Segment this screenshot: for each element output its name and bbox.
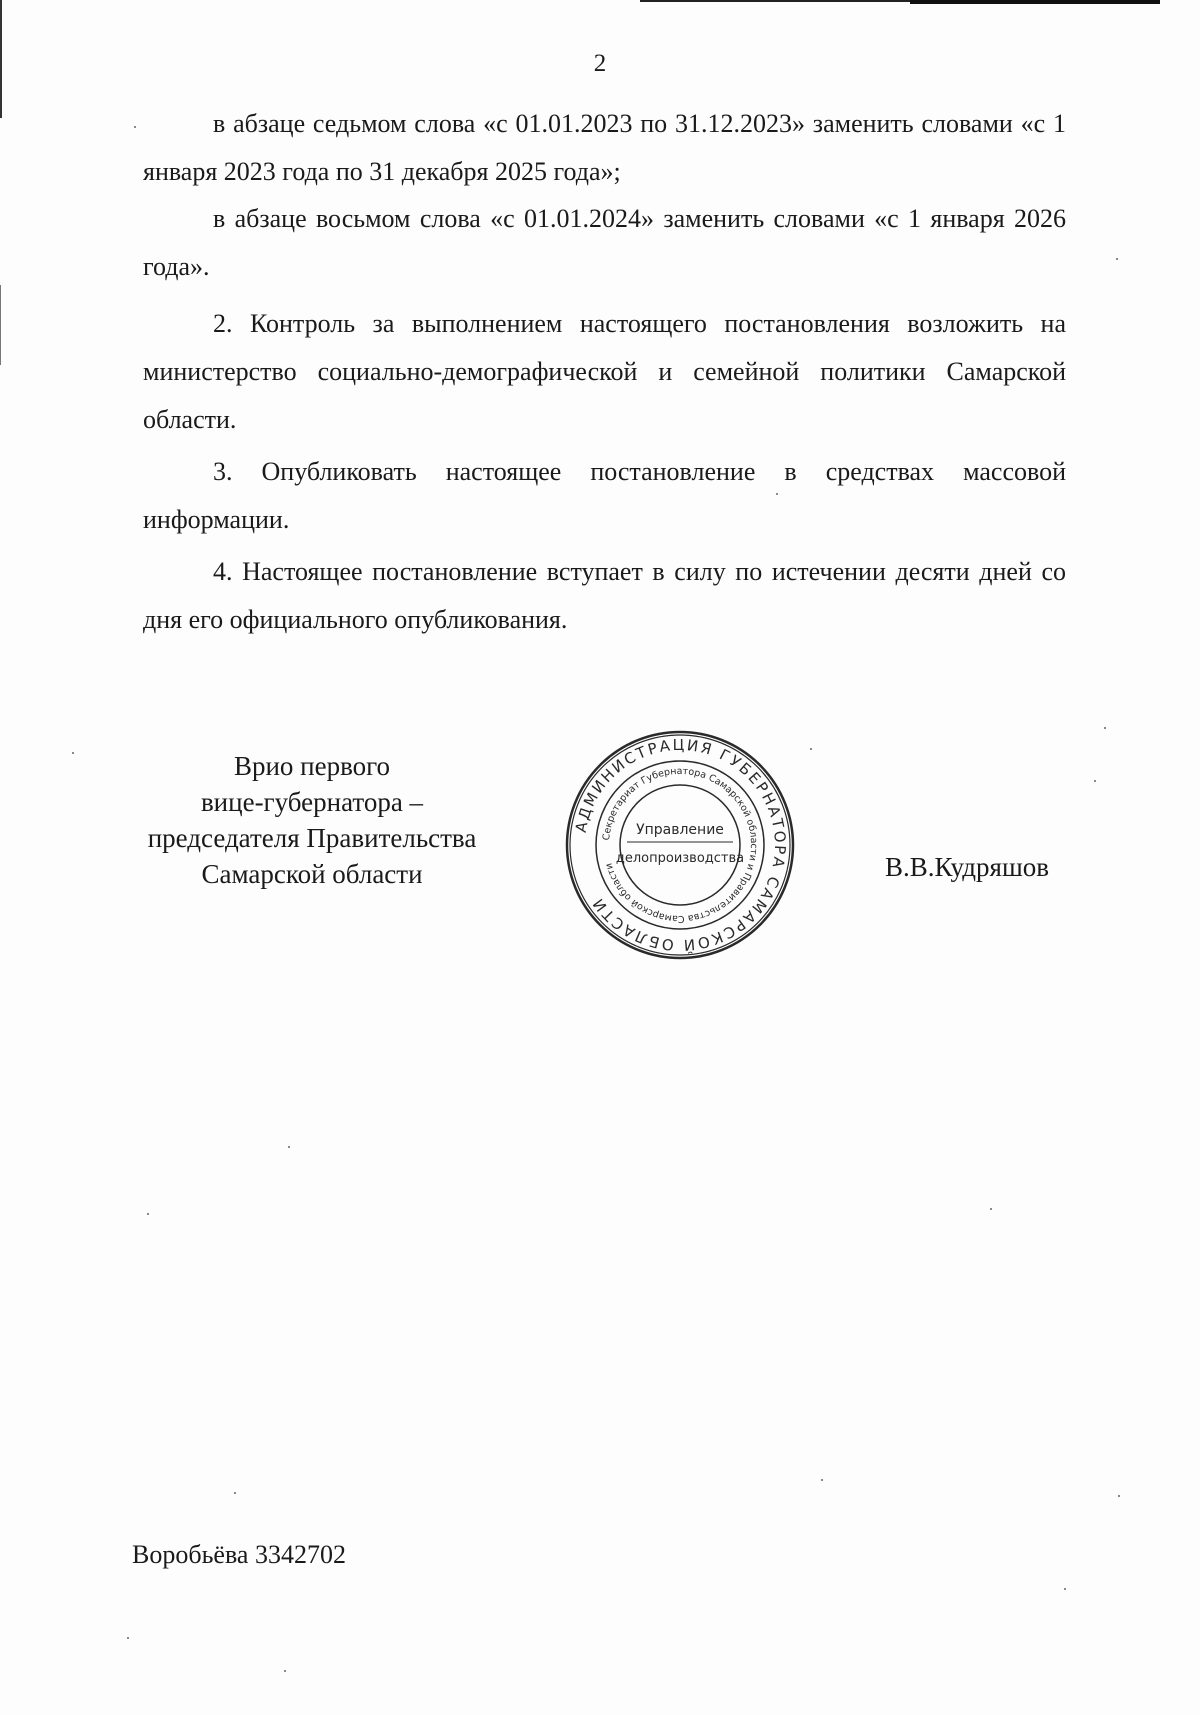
paragraph-7-amendment: в абзаце седьмом слова «с 01.01.2023 по 31.12.2023» заменить словами «с 1 января 2023 года по 31 декабря 2025 года»; — [143, 109, 1066, 186]
scan-speck — [821, 1479, 823, 1481]
scan-speck — [810, 748, 812, 750]
scan-speck — [1094, 780, 1096, 782]
seal-outer-ring — [567, 732, 793, 958]
signatory-position-line: вице-губернатора – — [200, 787, 424, 817]
scan-speck — [288, 1146, 290, 1148]
scan-edge-left-lower — [0, 285, 1, 365]
seal-inner-text: Секретариат Губернатора Самарской области и Правительства Самарской области — [601, 765, 760, 925]
scan-speck — [1116, 258, 1118, 260]
signatory-position-line: председателя Правительства — [147, 823, 477, 853]
scan-speck — [1104, 727, 1106, 729]
scan-speck — [284, 1670, 286, 1672]
signatory-position-line: Самарской области — [201, 859, 423, 889]
paragraph-8-amendment: в абзаце восьмом слова «с 01.01.2024» заменить словами «с 1 января 2026 года». — [143, 204, 1066, 281]
scan-speck — [127, 1637, 129, 1639]
scan-speck — [234, 1492, 236, 1494]
scan-edge-top-thick — [910, 0, 1160, 4]
paragraph-control: 2. Контроль за выполнением настоящего постановления возложить на министерство социально-демографической и семейной политики Самарской области. — [143, 309, 1066, 434]
scan-speck — [72, 752, 74, 754]
scan-speck — [1118, 1495, 1120, 1497]
signatory-position-line: Врио первого — [233, 751, 391, 781]
seal-center-line2: делопроизводства — [615, 851, 745, 866]
signatory-position — [132, 748, 492, 892]
page-number: 2 — [593, 50, 607, 77]
seal-inner-ring — [620, 785, 740, 905]
scan-speck — [990, 1208, 992, 1210]
seal-outer-text: АДМИНИСТРАЦИЯ ГУБЕРНАТОРА САМАРСКОЙ ОБЛАСТИ — [571, 735, 790, 955]
scan-speck — [147, 1213, 149, 1215]
paragraph-publish: 3. Опубликовать настоящее постановление в средствах массовой информации. — [143, 457, 1066, 534]
executor-contact: Воробьёва 3342702 — [132, 1540, 346, 1569]
official-seal-stamp — [563, 728, 797, 962]
scan-speck — [1064, 1588, 1066, 1590]
signatory-name: В.В.Кудряшов — [885, 852, 1049, 882]
paragraph-effective-date: 4. Настоящее постановление вступает в силу по истечении десяти дней со дня его официального опубликования. — [143, 557, 1066, 634]
seal-middle-ring — [596, 761, 764, 929]
scan-speck — [134, 126, 136, 128]
seal-center-line1: Управление — [636, 822, 724, 838]
